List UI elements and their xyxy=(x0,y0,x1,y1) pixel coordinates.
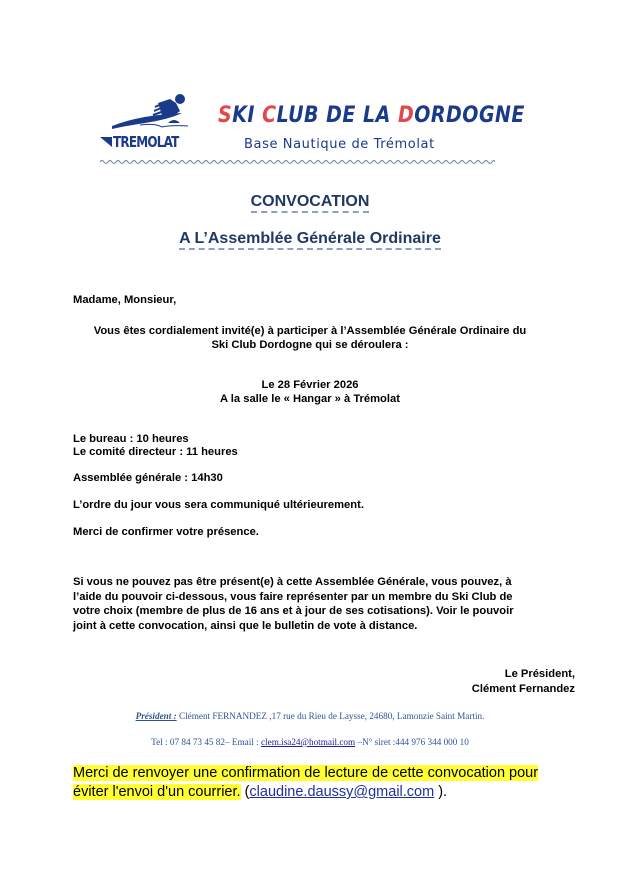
schedule-comite: Le comité directeur : 11 heures xyxy=(73,446,238,458)
footer-contact xyxy=(0,737,620,747)
note-paren: ( xyxy=(240,784,250,800)
header-divider xyxy=(100,158,495,166)
logo-text: TREMOLAT xyxy=(113,133,179,151)
document-title xyxy=(0,193,620,211)
proxy-line: joint à cette convocation, ainsi que le bulletin de vote à distance. xyxy=(73,619,418,632)
note-email-link[interactable]: claudine.daussy@gmail.com xyxy=(249,784,435,800)
footer-siret: –N° siret :444 976 344 000 10 xyxy=(355,737,469,747)
schedule-bureau: Le bureau : 10 heures xyxy=(73,433,189,445)
club-name xyxy=(218,102,525,128)
footer-phone: Tel : 07 84 73 45 82– Email : xyxy=(151,737,261,747)
club-logo xyxy=(100,93,205,155)
footer-address-text: Clément FERNANDEZ ,17 rue du Rieu de Laysse, 24680, Lamonzie Saint Martin. xyxy=(176,711,485,721)
agenda-note: L’ordre du jour vous sera communiqué ultérieurement. xyxy=(73,499,364,511)
club-name-part: C xyxy=(262,102,277,128)
signature-name: Clément Fernandez xyxy=(471,683,575,695)
club-name-part: ORDOGNE xyxy=(414,102,525,128)
note-line-2: éviter l'envoi d'un courrier. xyxy=(73,784,241,800)
title-line-1: CONVOCATION xyxy=(251,193,370,213)
confirm-note: Merci de confirmer votre présence. xyxy=(73,526,259,538)
proxy-line: l’aide du pouvoir ci-dessous, vous faire représenter par un membre du Ski Club de xyxy=(73,590,513,603)
club-subtitle: Base Nautique de Trémolat xyxy=(244,137,435,152)
club-name-part: D xyxy=(397,102,415,128)
note-line-1: Merci de renvoyer une confirmation de lecture de cette convocation pour xyxy=(73,765,539,781)
footer-label: Président : xyxy=(135,711,177,721)
schedule-assembly: Assemblée générale : 14h30 xyxy=(73,472,223,484)
note-close: ). xyxy=(434,784,448,800)
proxy-paragraph xyxy=(73,575,563,633)
footer-email-link[interactable]: clem.isa24@hotmail.com xyxy=(260,737,356,747)
proxy-line: Si vous ne pouvez pas être présent(e) à cette Assemblée Générale, vous pouvez, à xyxy=(73,576,512,588)
proxy-line: votre choix (membre de plus de 16 ans et à jour de ses cotisations). Voir le pouvoir xyxy=(73,605,514,617)
signature-block xyxy=(420,667,575,697)
event-date: Le 28 Février 2026 xyxy=(261,379,359,391)
club-name-part: LUB DE LA xyxy=(276,102,398,128)
signature-role: Le Président, xyxy=(504,668,575,680)
footer-address xyxy=(0,711,620,721)
club-name-part: S xyxy=(218,102,233,128)
invite-line-2: Ski Club Dordogne qui se déroulera : xyxy=(211,339,409,351)
title-line-2: A L’Assemblée Générale Ordinaire xyxy=(179,230,441,250)
document-subtitle xyxy=(0,230,620,248)
read-receipt-note xyxy=(73,764,543,802)
invite-line-1: Vous êtes cordialement invité(e) à participer à l’Assemblée Générale Ordinaire du xyxy=(93,325,527,337)
salutation: Madame, Monsieur, xyxy=(73,294,177,306)
event-location: A la salle le « Hangar » à Trémolat xyxy=(220,393,400,405)
club-name-part: KI xyxy=(232,102,263,128)
